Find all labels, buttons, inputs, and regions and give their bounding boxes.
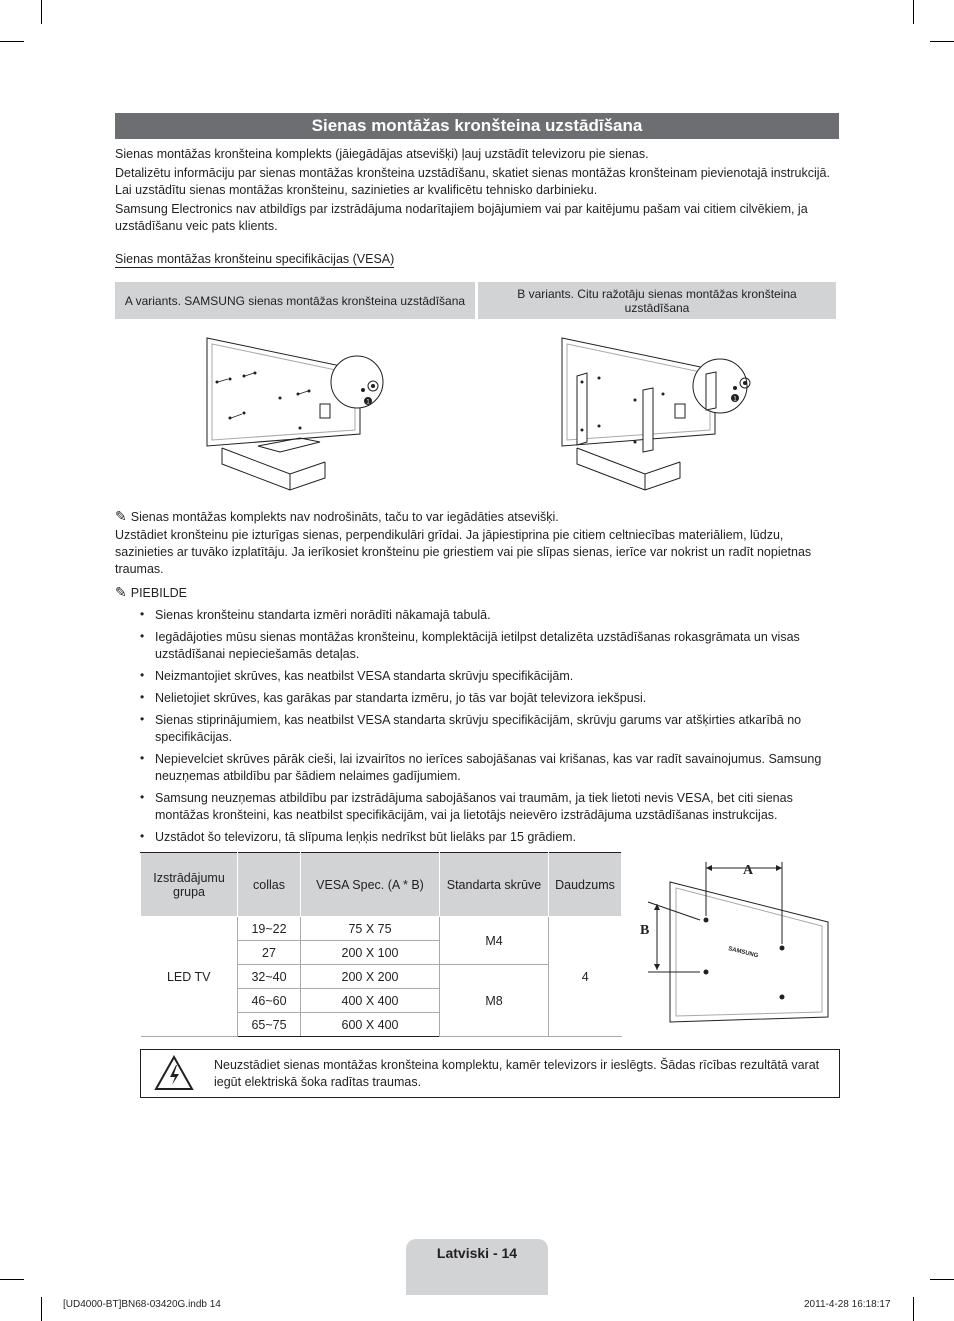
- pencil-icon: ✎: [115, 508, 127, 524]
- quantity-cell: 4: [549, 917, 622, 1037]
- vesa-heading: Sienas montāžas kronšteinu specifikācijas (VESA): [115, 252, 395, 266]
- callout-number: 1: [733, 396, 737, 403]
- vesa-cell: 200 X 200: [301, 965, 440, 989]
- note-list: [140, 607, 840, 851]
- intro-paragraph: Samsung Electronics nav atbildīgs par izstrādājuma nodarītajiem bojājumiem vai par kaitējumu pašam vai citiem cilvēkiem, ja uzstādīšanu veic pats klients.: [115, 202, 808, 233]
- table-header: VESA Spec. (A * B): [301, 853, 440, 917]
- print-file-info: [UD4000-BT]BN68-03420G.indb 14: [63, 1299, 221, 1310]
- install-text: Uzstādiet kronšteinu pie izturīgas sienas, perpendikulāri grīdai. Ja jāpiestiprina pie citiem celtniecības materiāliem, lūdzu, sazinieties ar tuvāko izplatītāju. Ja ierīkosiet kronšteinu pie griestiem vai pie slīpas sienas, ierīce var nokrist un radīt nopietnas traumas.: [115, 528, 812, 576]
- table-header: collas: [238, 853, 301, 917]
- inch-cell: 46~60: [238, 989, 301, 1013]
- variant-a-label: A variants. SAMSUNG sienas montāžas kronšteina uzstādīšana: [115, 282, 475, 319]
- print-timestamp: 2011-4-28 16:18:17: [804, 1299, 891, 1310]
- inch-cell: 27: [238, 941, 301, 965]
- list-item: • Neizmantojiet skrūves, kas neatbilst VESA standarta skrūvju specifikācijām.: [140, 668, 840, 685]
- dimension-label-a: A: [743, 863, 754, 878]
- callout-number: 1: [366, 399, 370, 406]
- crop-mark: [41, 1297, 42, 1321]
- crop-mark: [913, 1297, 914, 1321]
- group-cell: LED TV: [141, 917, 238, 1037]
- crop-mark: [930, 1279, 954, 1280]
- intro-text: [115, 146, 840, 237]
- inch-cell: 19~22: [238, 917, 301, 941]
- vesa-cell: 200 X 100: [301, 941, 440, 965]
- vesa-cell: 600 X 400: [301, 1013, 440, 1037]
- screw-cell: M8: [440, 965, 549, 1037]
- crop-mark: [0, 1279, 24, 1280]
- crop-mark: [41, 0, 42, 24]
- vesa-spec-table: [140, 852, 622, 1037]
- crop-mark: [930, 41, 954, 42]
- list-item: • Uzstādot šo televizoru, tā slīpuma leņķis nedrīkst būt lielāks par 15 grādiem.: [140, 829, 840, 846]
- inch-cell: 65~75: [238, 1013, 301, 1037]
- intro-paragraph: Sienas montāžas kronšteina komplekts (jāiegādājas atsevišķi) ļauj uzstādīt televizoru pie sienas.: [115, 147, 649, 161]
- inch-cell: 32~40: [238, 965, 301, 989]
- list-item: • Nepievelciet skrūves pārāk cieši, lai izvairītos no ierīces sabojāšanas vai krišanas, kas var radīt savainojumus. Samsung neuzņemas atbildību par šādiem nelaimes gadījumiem.: [140, 751, 840, 785]
- warning-box: [140, 1049, 840, 1098]
- dimension-label-b: B: [640, 923, 650, 938]
- table-row: [141, 917, 622, 941]
- screw-cell: M4: [440, 917, 549, 965]
- crop-mark: [0, 41, 24, 42]
- samsung-logo: SAMSUNG: [727, 946, 759, 960]
- note-heading: [115, 584, 187, 602]
- variant-b-label: B variants. Citu ražotāju sienas montāžas kronšteina uzstādīšana: [478, 282, 836, 319]
- list-item: • Iegādājoties mūsu sienas montāžas kronšteinu, komplektācijā ietilpst detalizēta uzstādīšanas rokasgrāmata un visas uzstādīšanai nepieciešamās detaļas.: [140, 629, 840, 663]
- list-item: • Samsung neuzņemas atbildību par izstrādājuma sabojāšanos vai traumām, ja tiek lietoti nevis VESA, bet citi sienas montāžas kronšteini, kas neatbilst specifikācijām, vai ja lietotājs neievēro izstrādājuma uzstādīšanas instrukcijas.: [140, 790, 840, 824]
- vesa-dimension-diagram: [630, 852, 840, 1037]
- note-label: PIEBILDE: [130, 586, 188, 600]
- table-header: Standarta skrūve: [440, 853, 549, 917]
- table-header-row: [141, 853, 622, 917]
- tv-wall-mount-illustration-b: [555, 330, 760, 505]
- page-footer-label: Latviski - 14: [406, 1239, 548, 1295]
- vesa-cell: 75 X 75: [301, 917, 440, 941]
- vesa-cell: 400 X 400: [301, 989, 440, 1013]
- electric-shock-warning-icon: [154, 1055, 194, 1091]
- intro-paragraph: Detalizētu informāciju par sienas montāžas kronšteina uzstādīšanu, skatiet sienas montāžas kronšteinam pievienotajā instrukcijā. Lai uzstādītu sienas montāžas kronšteinu, sazinieties ar kvalificētu tehnisko darbinieku.: [115, 166, 830, 197]
- tv-wall-mount-illustration-a: [200, 330, 395, 500]
- table-header: Daudzums: [549, 853, 622, 917]
- section-title: Sienas montāžas kronšteina uzstādīšana: [115, 113, 839, 139]
- note-kit-text: Sienas montāžas komplekts nav nodrošināts, taču to var iegādāties atsevišķi.: [130, 510, 559, 524]
- note-kit: [115, 508, 840, 526]
- list-item: • Nelietojiet skrūves, kas garākas par standarta izmēru, jo tās var bojāt televizora iekšpusi.: [140, 690, 840, 707]
- crop-mark: [913, 0, 914, 24]
- table-header: Izstrādājumu grupa: [141, 853, 238, 917]
- list-item: • Sienas stiprinājumiem, kas neatbilst VESA standarta skrūvju specifikācijām, skrūvju garums var atšķirties atkarībā no specifikācijas.: [140, 712, 840, 746]
- list-item: • Sienas kronšteinu standarta izmēri norādīti nākamajā tabulā.: [140, 607, 840, 624]
- pencil-icon: ✎: [115, 584, 127, 600]
- warning-text: Neuzstādiet sienas montāžas kronšteina komplektu, kamēr televizors ir ieslēgts. Šādas rīcības rezultātā varat iegūt elektriskā šoka radītas traumas.: [214, 1058, 820, 1089]
